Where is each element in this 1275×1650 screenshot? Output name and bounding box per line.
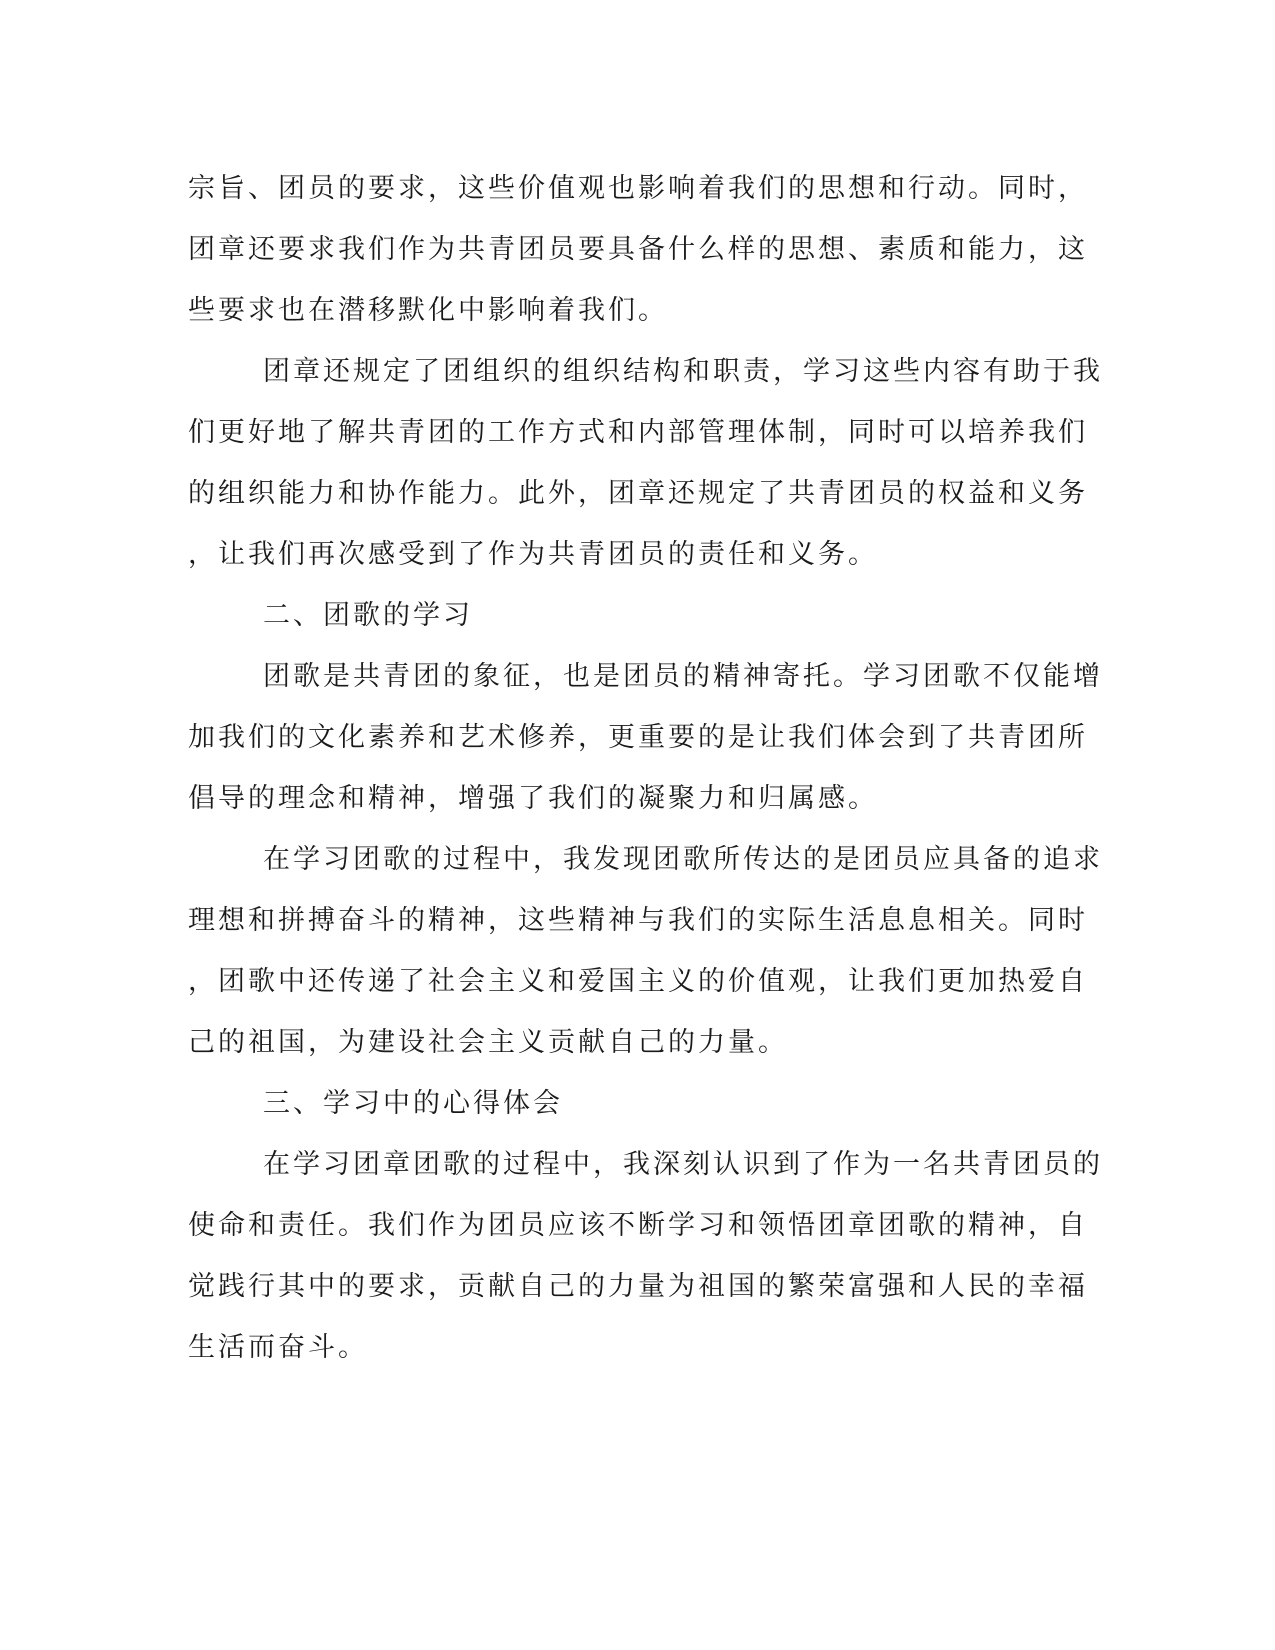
section-heading: 二、团歌的学习 [263, 600, 473, 631]
text-line: 团章还要求我们作为共青团员要具备什么样的思想、素质和能力，这 [188, 234, 1088, 265]
text-line: 理想和拼搏奋斗的精神，这些精神与我们的实际生活息息相关。同时 [188, 905, 1088, 936]
text-line: 倡导的理念和精神，增强了我们的凝聚力和归属感。 [188, 783, 878, 814]
section-heading: 三、学习中的心得体会 [263, 1088, 563, 1119]
text-line: ，让我们再次感受到了作为共青团员的责任和义务。 [188, 539, 878, 570]
text-line: 加我们的文化素养和艺术修养，更重要的是让我们体会到了共青团所 [188, 722, 1088, 753]
text-line: 些要求也在潜移默化中影响着我们。 [188, 295, 668, 326]
paragraph-start-line: 团章还规定了团组织的组织结构和职责，学习这些内容有助于我 [263, 356, 1103, 387]
text-line: 们更好地了解共青团的工作方式和内部管理体制，同时可以培养我们 [188, 417, 1088, 448]
text-line: 使命和责任。我们作为团员应该不断学习和领悟团章团歌的精神，自 [188, 1210, 1088, 1241]
text-line: 生活而奋斗。 [188, 1332, 368, 1363]
text-line: 的组织能力和协作能力。此外，团章还规定了共青团员的权益和义务 [188, 478, 1088, 509]
text-line: 觉践行其中的要求，贡献自己的力量为祖国的繁荣富强和人民的幸福 [188, 1271, 1088, 1302]
text-line: 己的祖国，为建设社会主义贡献自己的力量。 [188, 1027, 788, 1058]
paragraph-start-line: 团歌是共青团的象征，也是团员的精神寄托。学习团歌不仅能增 [263, 661, 1103, 692]
document-body [188, 158, 1103, 1378]
paragraph-start-line: 在学习团歌的过程中，我发现团歌所传达的是团员应具备的追求 [263, 844, 1103, 875]
paragraph-start-line: 在学习团章团歌的过程中，我深刻认识到了作为一名共青团员的 [263, 1149, 1103, 1180]
text-line: ，团歌中还传递了社会主义和爱国主义的价值观，让我们更加热爱自 [188, 966, 1088, 997]
text-line: 宗旨、团员的要求，这些价值观也影响着我们的思想和行动。同时， [188, 173, 1088, 204]
